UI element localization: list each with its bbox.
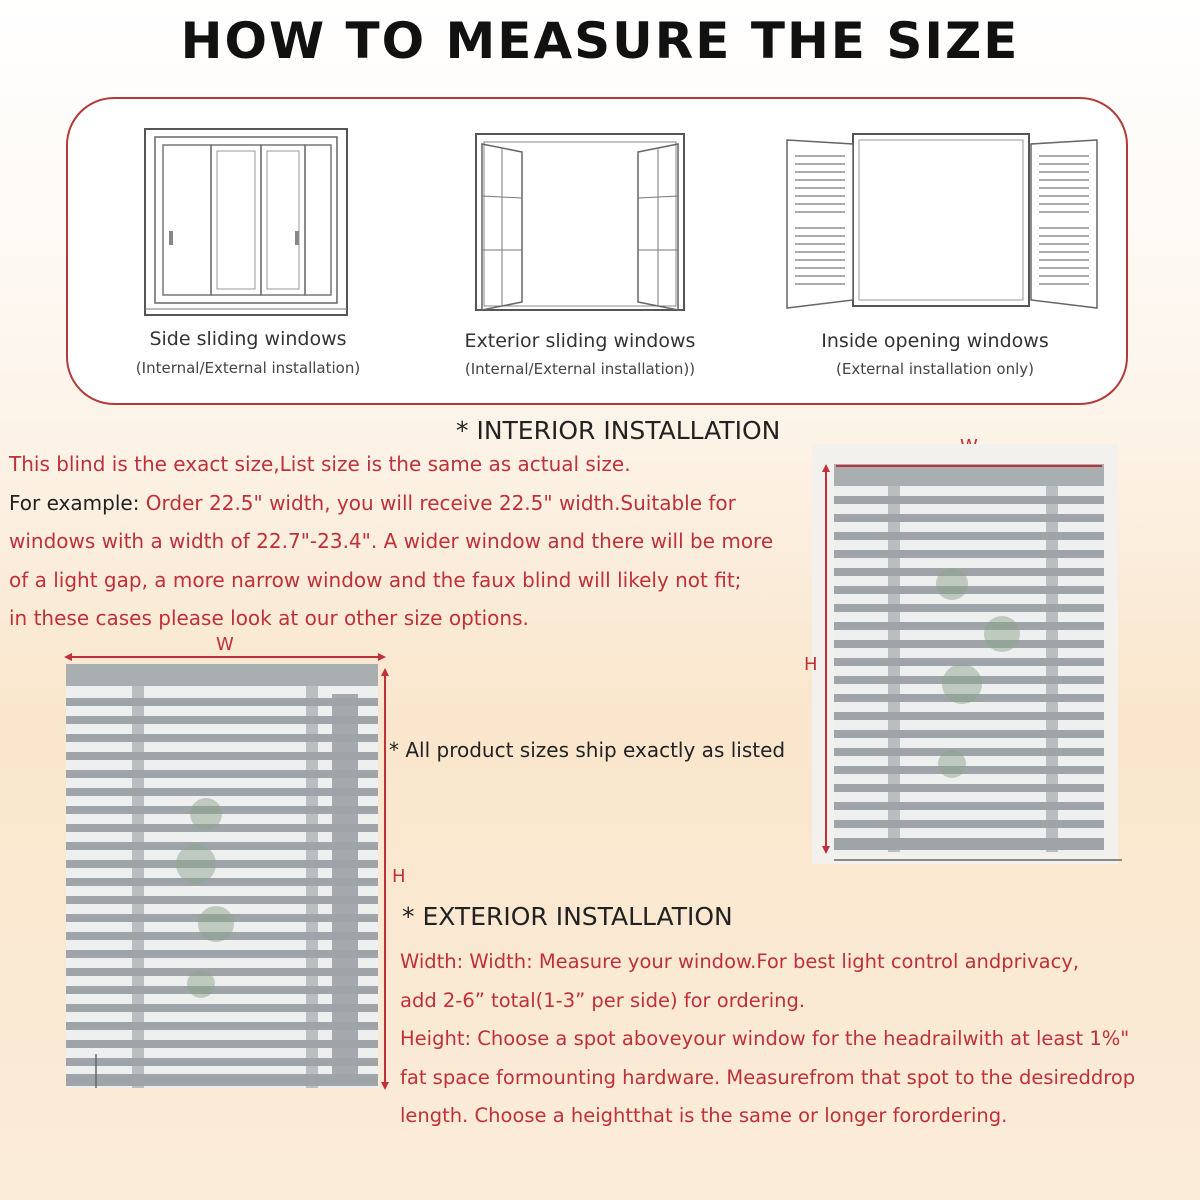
window-type-note: (Internal/External installation) [135, 359, 361, 377]
window-type-name: Exterior sliding windows [464, 330, 696, 352]
exterior-line: Height: Choose a spot aboveyour window for the headrailwith at least 1%" [400, 1027, 1130, 1050]
interior-example [9, 484, 773, 523]
exterior-blind-illustration [62, 636, 412, 1106]
ship-note: * All product sizes ship exactly as listed [389, 738, 786, 762]
example-prefix: For example: [9, 490, 146, 515]
exterior-line: add 2-6” total(1-3” per side) for ordering. [400, 988, 806, 1012]
interior-line: in these cases please look at our other size options. [9, 606, 529, 630]
exterior-line: length. Choose a heightthat is the same or longer forordering. [400, 1104, 1008, 1127]
interior-line: of a light gap, a more narrow window and the faux blind will likely not fit; [9, 567, 742, 592]
page-title: HOW TO MEASURE THE SIZE [180, 12, 1020, 70]
interior-line: windows with a width of 22.7"-23.4". A wider window and there will be more [9, 529, 774, 553]
window-type-name: Inside opening windows [821, 330, 1049, 352]
interior-blind-illustration [800, 430, 1130, 870]
window-frame [812, 444, 1130, 868]
sliding-window-icon [143, 127, 349, 317]
interior-description [9, 445, 773, 638]
blind-image [66, 664, 378, 1088]
height-label: H [392, 866, 406, 887]
interior-heading: * INTERIOR INSTALLATION [456, 416, 781, 445]
height-label: H [804, 654, 818, 675]
window-types-panel [66, 97, 1128, 405]
exterior-line: fat space formounting hardware. Measurefrom that spot to the desireddrop [400, 1065, 1136, 1089]
window-type-name: Side sliding windows [149, 328, 347, 350]
example-text: Order 22.5" width, you will receive 22.5" width.Suitable for [145, 490, 736, 515]
exterior-line: Width: Width: Measure your window.For best light control andprivacy, [400, 950, 1080, 973]
exterior-description [400, 943, 1135, 1136]
window-type-note: (External installation only) [835, 360, 1035, 378]
window-type-note: (Internal/External installation)) [464, 360, 696, 378]
height-arrow [378, 666, 392, 1096]
shutter-window-icon [783, 132, 1101, 312]
casement-window-icon [474, 132, 686, 312]
width-label: W [216, 634, 234, 655]
interior-line: This blind is the exact size,List size is the same as actual size. [9, 452, 631, 476]
exterior-heading: * EXTERIOR INSTALLATION [402, 902, 733, 931]
